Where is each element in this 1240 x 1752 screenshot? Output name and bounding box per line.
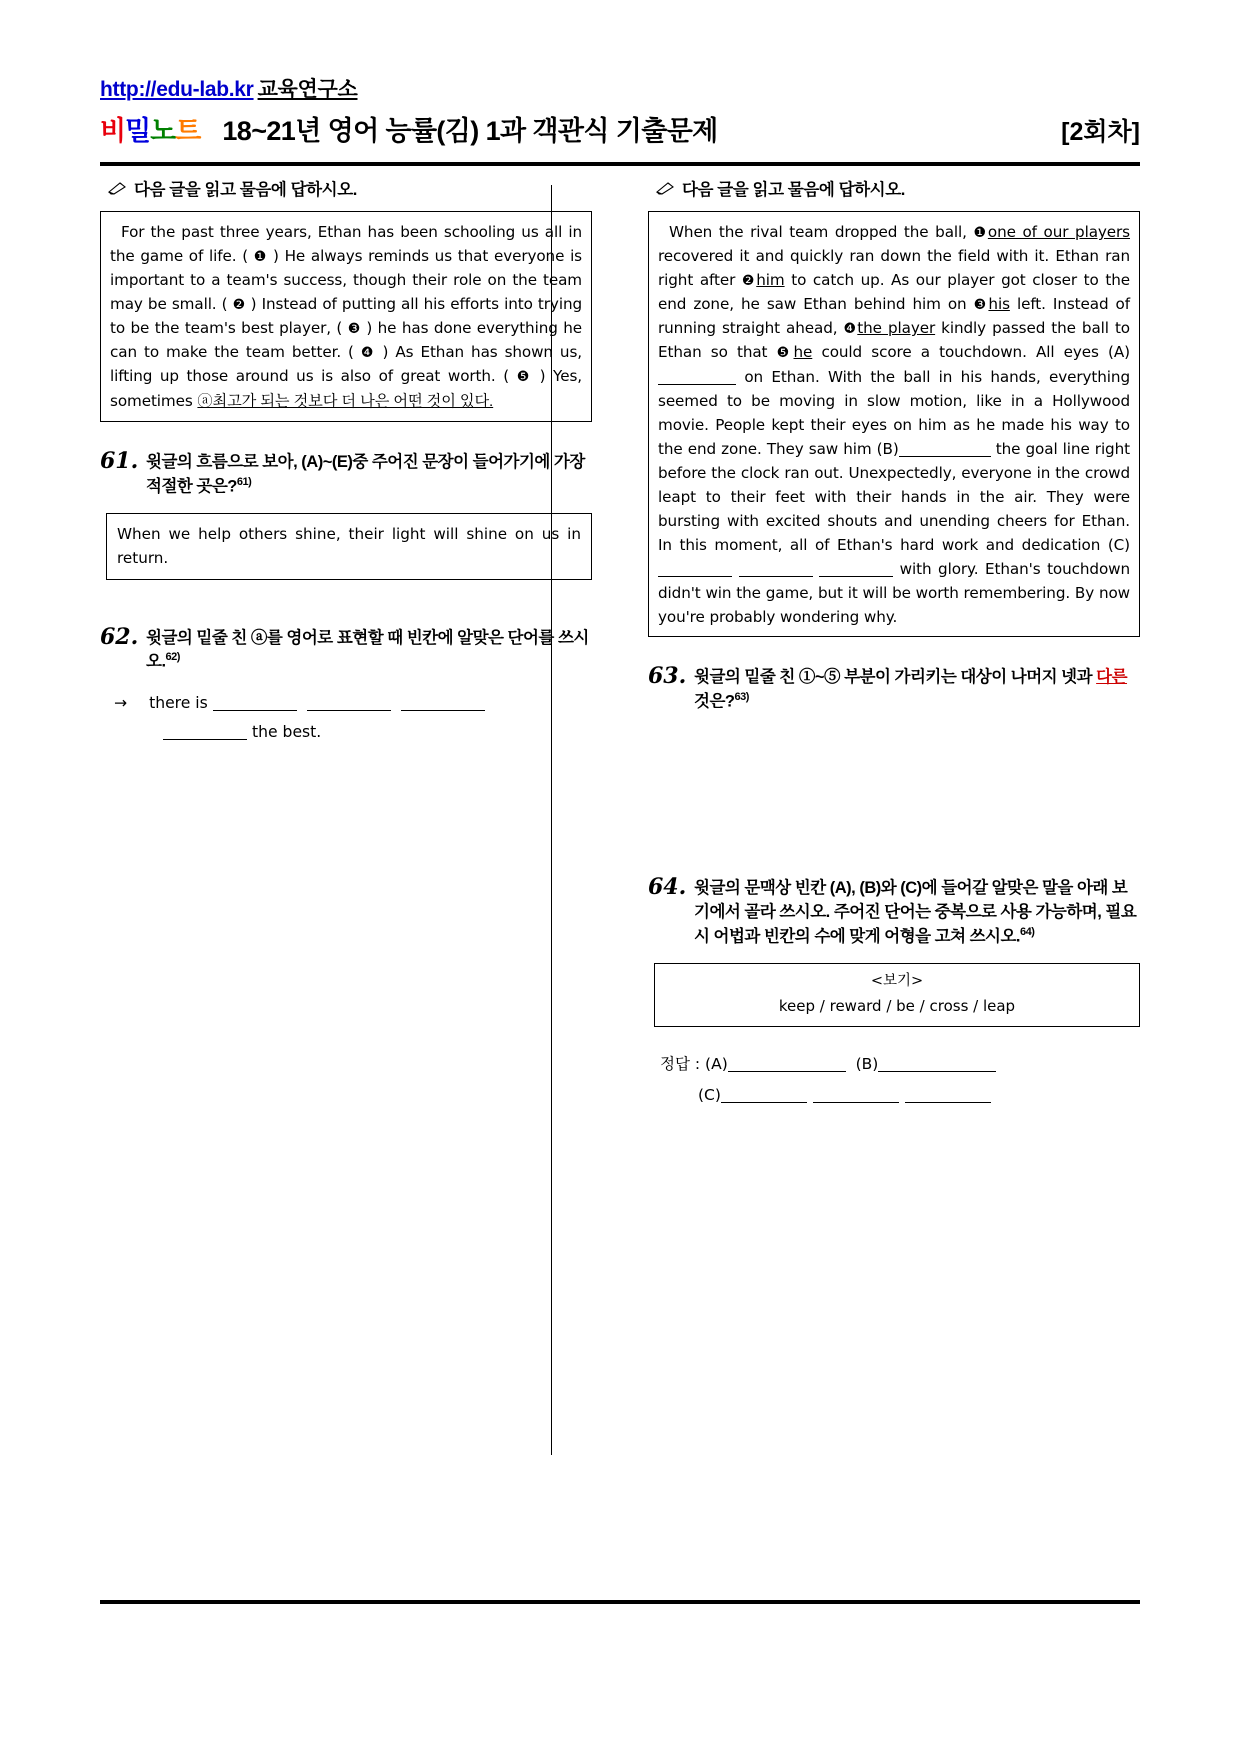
q62-blank-2[interactable] xyxy=(307,710,391,711)
rp-underline-5: he xyxy=(793,343,813,362)
q62-prompt-pre: 윗글의 밑줄 친 xyxy=(146,628,251,647)
bogi-words: keep / reward / be / cross / leap xyxy=(778,996,1016,1015)
arrow-icon: → xyxy=(114,693,128,712)
rp-underline-2: him xyxy=(756,271,785,290)
left-passage-box xyxy=(100,211,592,422)
q61-given-sentence-box xyxy=(106,513,592,580)
q64-blank-a[interactable] xyxy=(728,1071,846,1072)
lp-marker-a: ⓐ xyxy=(197,392,213,410)
header-divider-top xyxy=(100,162,1140,166)
title-line xyxy=(100,109,1140,148)
lp-part4: ) he has done everything he can to make the team better. ( xyxy=(110,319,582,362)
q62-blank-3[interactable] xyxy=(401,710,485,711)
q64-number: 64. xyxy=(648,874,687,901)
rp-s3: to catch up. As our player got closer to the end zone, he saw Ethan behind him on xyxy=(658,271,1130,314)
rp-s2: recovered it and quickly ran down the field with it. Ethan ran right after xyxy=(658,247,1130,290)
lp-korean-underlined: 최고가 되는 것보다 더 나은 어떤 것이 있다. xyxy=(212,392,494,410)
page-header xyxy=(100,78,1140,148)
q61-text xyxy=(146,448,592,499)
rp-circle-5: ❺ xyxy=(776,345,794,362)
q61-number: 61. xyxy=(100,447,139,474)
q64-label-c: (C) xyxy=(698,1085,721,1104)
q62-marker: ⓐ xyxy=(250,628,267,647)
q64-text xyxy=(694,874,1140,949)
right-directive xyxy=(656,176,1140,200)
q64-answer-area[interactable] xyxy=(660,1049,1140,1111)
q64-blank-c1[interactable] xyxy=(721,1102,807,1103)
q62-answer-line[interactable] xyxy=(114,689,592,747)
q64-blank-b[interactable] xyxy=(878,1071,996,1072)
rp-underline-4: the player xyxy=(857,319,936,338)
q61-sup: 61) xyxy=(236,475,252,488)
left-directive-text: 다음 글을 읽고 물음에 답하시오. xyxy=(134,181,357,199)
q62-answer-pre: there is xyxy=(149,693,208,712)
brand-logo xyxy=(100,109,200,148)
rp-s7: on Ethan. With the ball in his hands, everything seemed to be moving in slow motion, like in a Hollywood movie. People kept their eyes on him as he made his way to the end zone. They saw him (B) xyxy=(658,367,1130,458)
q62-number: 62. xyxy=(100,623,139,650)
lp-circle-2: ❷ xyxy=(232,297,246,314)
rp-blank-b[interactable] xyxy=(899,456,991,457)
q63-highlight: 다른 xyxy=(1096,667,1128,686)
lp-part2: ) He always reminds us that everyone is important to a team's success, though their role on the team may be small. ( xyxy=(110,247,582,314)
q64-label-b: (B) xyxy=(855,1054,879,1073)
lp-part5: ) As Ethan has shown us, lifting up those around us is also of great worth. ( xyxy=(110,343,582,386)
right-column xyxy=(648,176,1140,1586)
rp-blank-c2[interactable] xyxy=(739,576,813,577)
rp-circle-1: ❶ xyxy=(973,225,988,241)
q64-answer-label: 정답 : xyxy=(660,1054,701,1073)
rp-circle-3: ❸ xyxy=(973,297,989,314)
rp-circle-2: ❷ xyxy=(741,273,757,290)
lp-circle-3: ❸ xyxy=(347,321,361,338)
lp-circle-1: ❶ xyxy=(253,249,268,266)
q64-prompt: 윗글의 문맥상 빈칸 (A), (B)와 (C)에 들어갈 알맞은 말을 아래 보기에서 골라 쓰시오. 주어진 단어는 중복으로 사용 가능하며, 필요시 어법과 빈칸의 수에 맞게 어형을 고쳐 쓰시오. xyxy=(694,879,1137,946)
rp-circle-4: ❹ xyxy=(843,321,858,338)
footer-divider-bottom xyxy=(100,1600,1140,1604)
pen-icon xyxy=(656,181,675,195)
q64-blank-c3[interactable] xyxy=(905,1102,991,1103)
rp-s9: with glory. Ethan's touchdown didn't win the game, but it will be worth remembering. By now you're probably wondering why. xyxy=(658,559,1131,626)
pen-icon xyxy=(108,181,127,195)
right-directive-text: 다음 글을 읽고 물음에 답하시오. xyxy=(682,181,905,199)
brand-char-1: 비 xyxy=(100,116,126,147)
lp-circle-4: ❹ xyxy=(360,345,376,362)
bogi-title: <보기> xyxy=(870,973,924,990)
q63-text xyxy=(694,663,1140,714)
rp-s1: When the rival team dropped the ball, xyxy=(669,223,974,241)
lp-circle-5: ❺ xyxy=(516,369,533,386)
q64-sup: 64) xyxy=(1020,925,1035,938)
lp-part3: ) Instead of putting all his efforts into trying to be the team's best player, ( xyxy=(110,295,583,338)
q63-prompt-pre: 윗글의 밑줄 친 ①~⑤ 부분이 가리키는 대상이 나머지 넷과 xyxy=(694,667,1097,686)
right-passage-box xyxy=(648,211,1140,637)
left-directive xyxy=(108,176,592,200)
question-61 xyxy=(100,448,592,499)
q62-blank-4[interactable] xyxy=(163,739,247,740)
q61-given-sentence: When we help others shine, their light will shine on us in return. xyxy=(117,524,581,568)
q61-prompt: 윗글의 흐름으로 보아, (A)~(E)중 주어진 문장이 들어가기에 가장 적절한 곳은? xyxy=(146,452,585,496)
q62-text xyxy=(146,624,592,675)
q64-bogi-box xyxy=(654,963,1140,1026)
rp-underline-1: one of our players xyxy=(987,223,1130,241)
q62-blank-1[interactable] xyxy=(213,710,297,711)
q63-number: 63. xyxy=(648,662,687,689)
two-column-body xyxy=(100,176,1140,1586)
rp-underline-3: his xyxy=(988,295,1010,314)
q64-blank-c2[interactable] xyxy=(813,1102,899,1103)
question-64 xyxy=(648,874,1140,949)
rp-blank-a[interactable] xyxy=(658,384,736,385)
q62-answer-post: the best. xyxy=(252,722,322,741)
rp-s8: the goal line right before the clock ran out. Unexpectedly, everyone in the crowd leapt to their feet with their hands in the air. They were bursting with excited shouts and unending cheers for Ethan. In this moment, all of Ethan's hard work and dedication (C) xyxy=(658,439,1130,554)
rp-s5: kindly passed the ball to Ethan so that xyxy=(658,319,1130,362)
site-org: 교육연구소 xyxy=(257,78,358,101)
rp-blank-c1[interactable] xyxy=(658,576,732,577)
page-title: 18~21년 영어 능률(김) 1과 객관식 기출문제 xyxy=(222,116,718,147)
q63-sup: 63) xyxy=(734,690,749,703)
site-url[interactable]: http://edu-lab.kr xyxy=(100,78,254,101)
brand-char-3: 노 xyxy=(150,116,176,147)
q64-label-a: (A) xyxy=(705,1054,728,1073)
question-62 xyxy=(100,624,592,675)
lp-part1: For the past three years, Ethan has been schooling us all in the game of life. ( xyxy=(110,223,582,266)
q63-prompt-post: 것은? xyxy=(694,692,735,711)
rp-s4: left. Instead of running straight ahead, xyxy=(658,295,1130,338)
rp-blank-c3[interactable] xyxy=(819,576,893,577)
left-passage-text xyxy=(110,220,582,414)
q62-sup: 62) xyxy=(165,651,180,664)
right-passage-text xyxy=(658,220,1130,629)
site-line xyxy=(100,78,1140,102)
left-column xyxy=(100,176,592,1586)
rp-s6: could score a touchdown. All eyes (A) xyxy=(812,343,1130,362)
round-badge: [2회차] xyxy=(1061,118,1140,147)
question-63 xyxy=(648,663,1140,714)
brand-char-4: 트 xyxy=(175,116,201,147)
lp-part6: ) Yes, sometimes xyxy=(110,367,582,410)
brand-char-2: 밀 xyxy=(125,116,151,147)
q62-prompt-post: 를 영어로 표현할 때 빈칸에 알맞은 단어를 쓰시오. xyxy=(146,628,589,671)
